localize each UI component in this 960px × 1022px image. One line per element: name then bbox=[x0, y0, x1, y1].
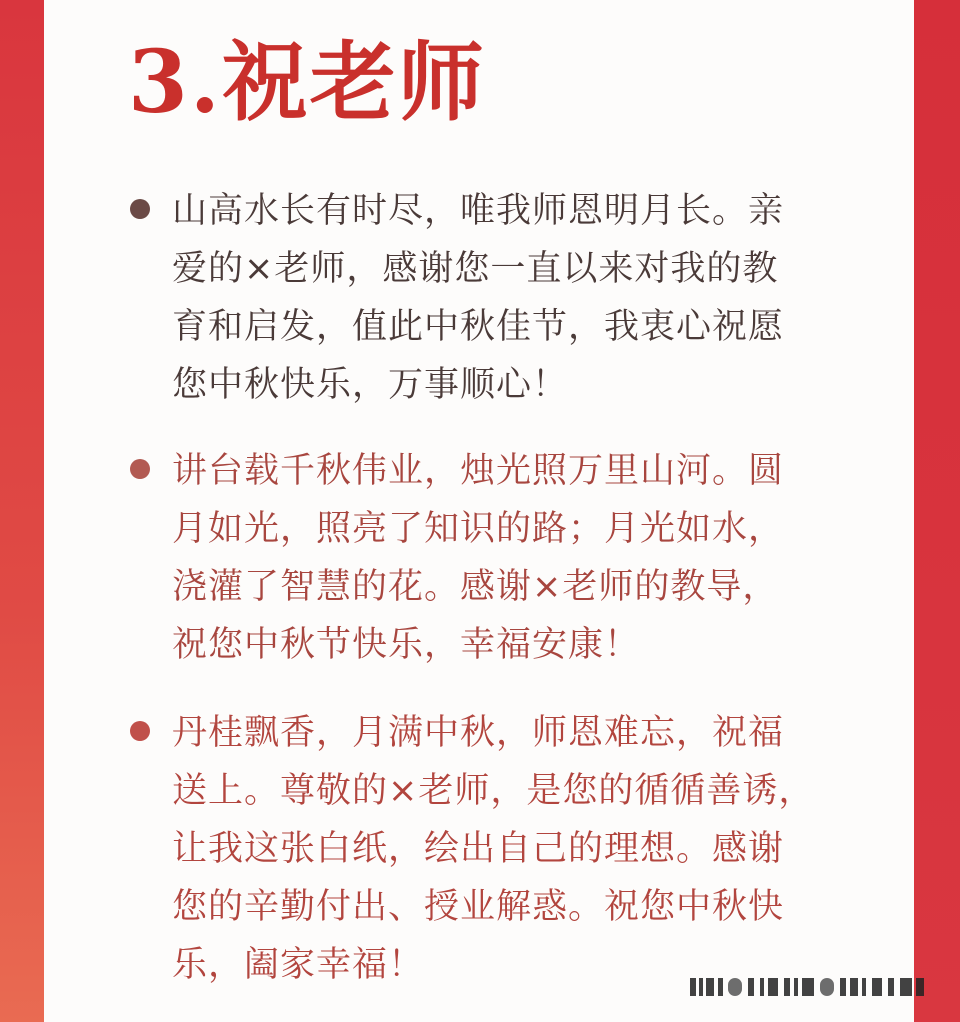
bullet-dot-icon bbox=[130, 199, 150, 219]
list-item-text: 山高水长有时尽，唯我师恩明月长。亲 爱的×老师，感谢您一直以来对我的教 育和启发，值此中秋佳节，我衷心祝愿 您中秋快乐，万事顺心！ bbox=[172, 191, 785, 405]
bullet-dot-icon bbox=[130, 721, 150, 741]
list-item-text: 讲台载千秋伟业，烛光照万里山河。圆 月如光，照亮了知识的路；月光如水， 浇灌了智慧的花。感谢×老师的教导， 祝您中秋节快乐，幸福安康！ bbox=[172, 451, 785, 665]
left-red-border bbox=[0, 0, 44, 1022]
watermark-logo bbox=[690, 972, 930, 1002]
page-title: 3.祝老师 bbox=[128, 32, 486, 133]
right-red-border bbox=[914, 0, 960, 1022]
list-item-text: 丹桂飘香，月满中秋，师恩难忘，祝福 送上。尊敬的×老师，是您的循循善诱， 让我这张白纸，绘出自己的理想。感谢 您的辛勤付出、授业解惑。祝您中秋快 乐，阖家幸福！ bbox=[172, 713, 815, 985]
bullet-dot-icon bbox=[130, 459, 150, 479]
